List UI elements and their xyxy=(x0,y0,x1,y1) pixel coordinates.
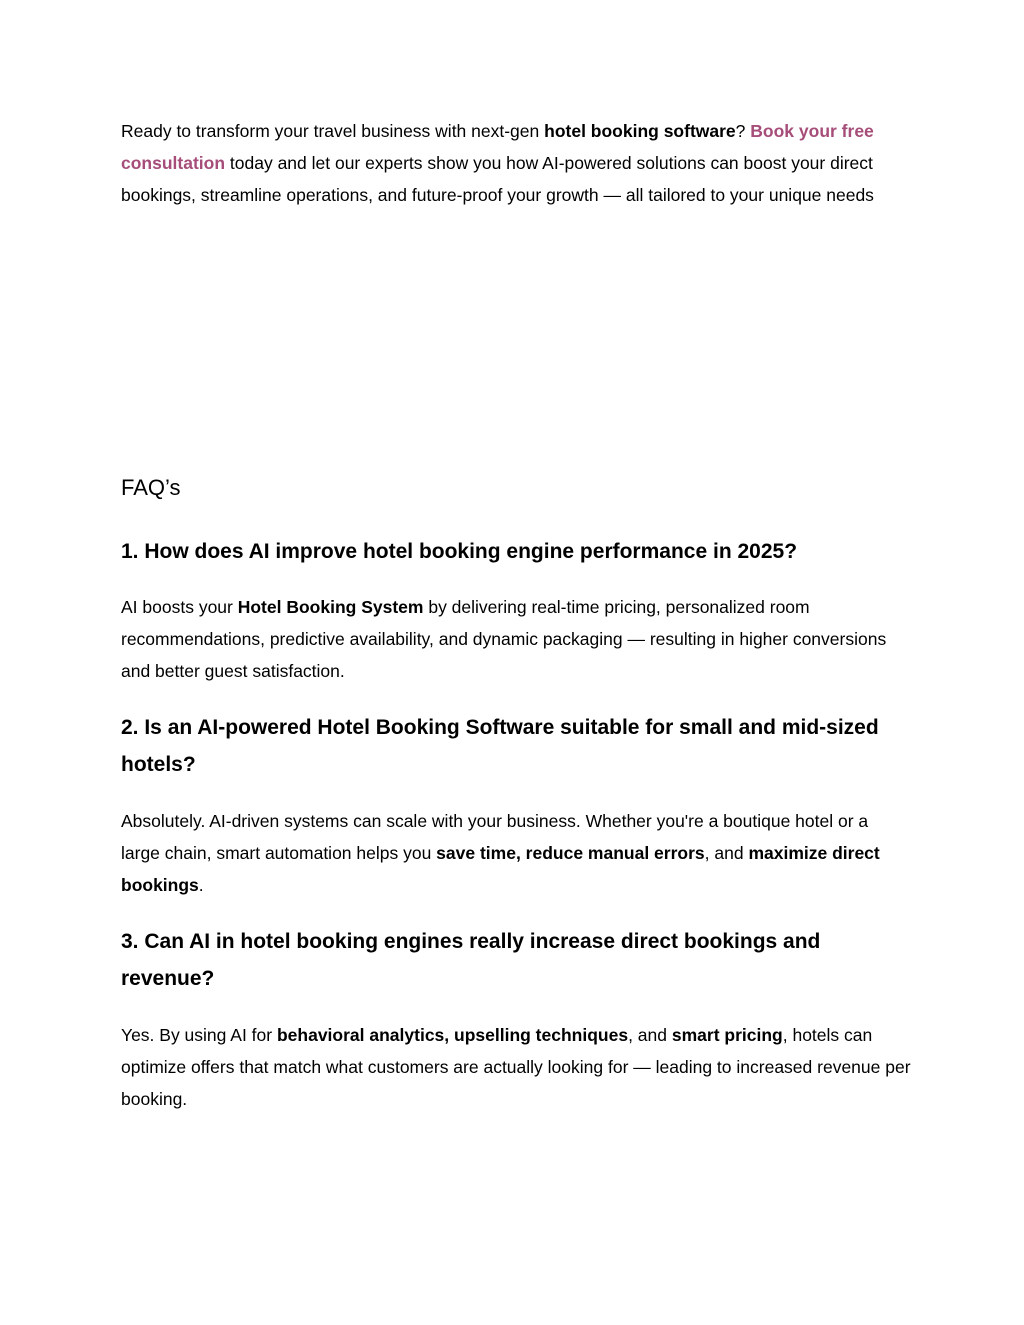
faq-question-1: 1. How does AI improve hotel booking engine performance in 2025? xyxy=(121,540,798,563)
faq-answer-3 xyxy=(121,1019,911,1115)
intro-text: Ready to transform your travel business with next-gen xyxy=(121,121,545,141)
answer-text: , hotels can optimize offers that match what customers are actually looking for — leading to increased revenue per booking. xyxy=(121,1025,911,1109)
answer-text: , and xyxy=(704,843,749,863)
intro-paragraph xyxy=(121,115,911,211)
faq-heading: FAQ’s xyxy=(121,475,181,500)
answer-bold-keyword: save time, reduce manual errors xyxy=(436,843,705,863)
answer-text: Absolutely. AI-driven systems can scale with your business. Whether you're a boutique hotel or a large chain, smart automation helps you xyxy=(121,811,869,863)
answer-bold-keyword: Hotel Booking System xyxy=(237,597,424,617)
intro-text: today and let our experts show you how AI-powered solutions can boost your direct bookings, streamline operations, and future-proof your growth — all tailored to your unique needs xyxy=(121,153,874,205)
answer-text: , and xyxy=(628,1025,672,1045)
answer-text: . xyxy=(198,875,204,895)
answer-bold-keyword: maximize direct bookings xyxy=(121,843,880,895)
intro-text: ? xyxy=(735,121,751,141)
faq-answer-1 xyxy=(121,591,911,687)
intro-bold-keyword: hotel booking software xyxy=(544,121,736,141)
answer-text: AI boosts your xyxy=(121,597,238,617)
faq-answer-2 xyxy=(121,805,911,901)
answer-text: Yes. By using AI for xyxy=(121,1025,277,1045)
answer-text: by delivering real-time pricing, personalized room recommendations, predictive availability, and dynamic packaging — resulting in higher conversions and better guest satisfaction. xyxy=(121,597,887,681)
book-consultation-link[interactable]: Book your free consultation xyxy=(121,121,874,173)
answer-bold-keyword: smart pricing xyxy=(671,1025,783,1045)
answer-bold-keyword: behavioral analytics, upselling techniques xyxy=(276,1025,629,1045)
faq-question-2: 2. Is an AI-powered Hotel Booking Software suitable for small and mid-sized hotels? xyxy=(121,716,879,776)
faq-question-3: 3. Can AI in hotel booking engines really increase direct bookings and revenue? xyxy=(121,930,821,990)
